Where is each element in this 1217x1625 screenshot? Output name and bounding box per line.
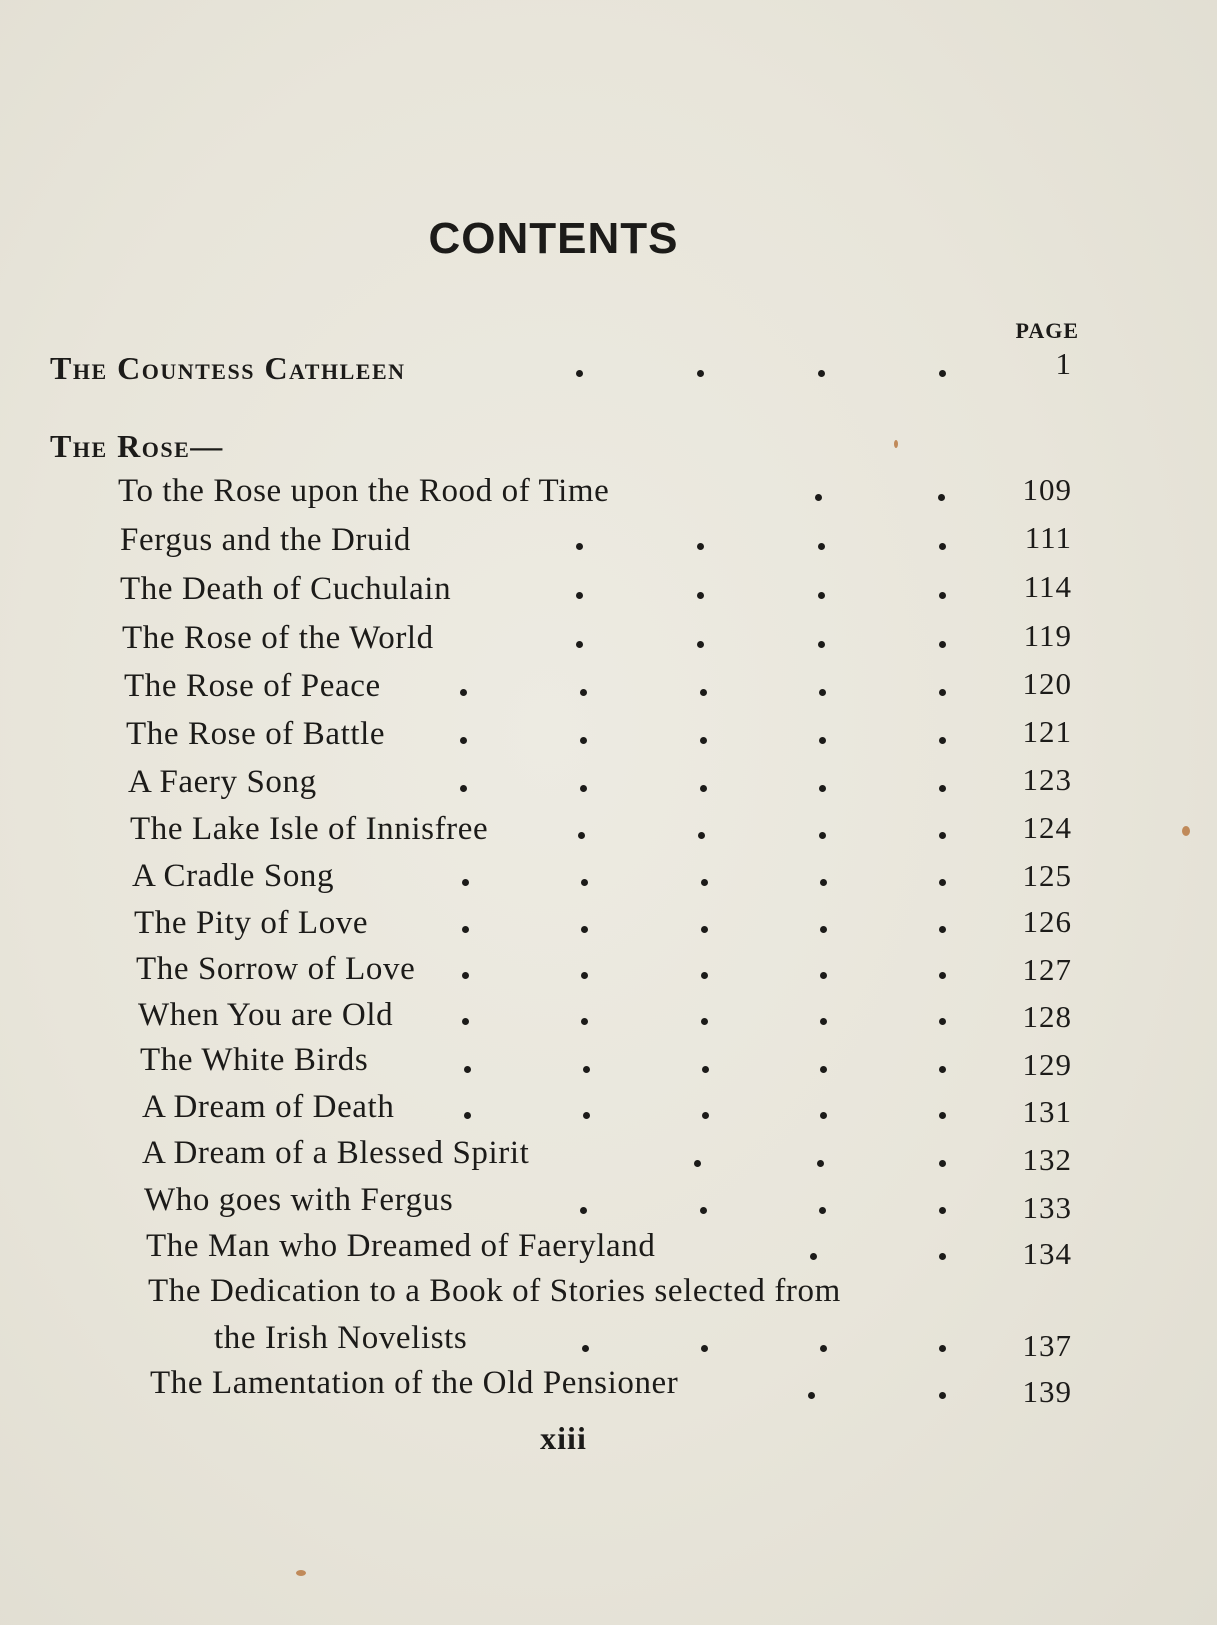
toc-page-number: 120 (1022, 666, 1072, 701)
toc-entry-title: The Man who Dreamed of Faeryland (146, 1228, 656, 1264)
toc-page-number: 129 (1022, 1047, 1072, 1082)
leader-dots (462, 972, 946, 979)
toc-entry-title: The Pity of Love (134, 905, 369, 941)
toc-entry-title: A Faery Song (128, 764, 317, 800)
toc-entry-title: A Cradle Song (132, 858, 335, 894)
page-folio: xiii (540, 1420, 587, 1456)
toc-page-number: 131 (1022, 1094, 1072, 1129)
toc-entry-title: A Dream of a Blessed Spirit (142, 1135, 530, 1171)
leader-dots (576, 543, 946, 550)
toc-page-number: 109 (1022, 472, 1072, 507)
leader-dots (576, 370, 946, 377)
toc-page-number: 134 (1022, 1236, 1072, 1271)
toc-page-number: 127 (1022, 952, 1072, 987)
contents-heading: CONTENTS (428, 214, 679, 263)
paper-speck-decoration (894, 440, 898, 448)
toc-page-number: 114 (1023, 569, 1072, 604)
toc-page-number: 133 (1022, 1190, 1072, 1225)
toc-page-number: 137 (1022, 1328, 1072, 1363)
leader-dots (460, 737, 946, 744)
toc-entry-continuation: the Irish Novelists (214, 1320, 468, 1356)
leader-dots (460, 785, 946, 792)
toc-page-number: 1 (1055, 346, 1072, 381)
toc-page-number: 119 (1023, 618, 1072, 653)
toc-page-number: 124 (1022, 810, 1072, 845)
leader-dots (462, 879, 946, 886)
leader-dots (815, 494, 945, 501)
leader-dots (810, 1253, 946, 1260)
paper-speck-decoration (296, 1570, 306, 1576)
leader-dots (462, 926, 946, 933)
toc-entry-title: Who goes with Fergus (144, 1182, 454, 1218)
toc-entry-title: The White Birds (140, 1042, 369, 1078)
paper-speck-decoration (1182, 826, 1190, 836)
leader-dots (808, 1392, 946, 1399)
toc-page-number: 121 (1022, 714, 1072, 749)
toc-page-number: 139 (1022, 1374, 1072, 1409)
toc-entry-title: The Death of Cuchulain (120, 571, 452, 607)
leader-dots (462, 1018, 946, 1025)
toc-entry-title: To the Rose upon the Rood of Time (118, 473, 610, 509)
leader-dots (578, 832, 946, 839)
toc-page-number: 123 (1022, 762, 1072, 797)
toc-entry-title: The Lamentation of the Old Pensioner (150, 1365, 679, 1401)
toc-entry-title: The Sorrow of Love (136, 951, 416, 987)
leader-dots (576, 641, 946, 648)
toc-page-number: 126 (1022, 904, 1072, 939)
toc-entry-title: The Lake Isle of Innisfree (130, 811, 489, 847)
toc-page-number: 128 (1022, 999, 1072, 1034)
toc-page-number: 125 (1022, 858, 1072, 893)
leader-dots (582, 1345, 946, 1352)
toc-entry-title: The Rose of Peace (124, 668, 381, 704)
toc-entry-title: The Rose of the World (122, 620, 434, 656)
leader-dots (576, 592, 946, 599)
leader-dots (580, 1207, 946, 1214)
toc-section-title: The Rose— (50, 428, 224, 464)
leader-dots (694, 1160, 946, 1167)
leader-dots (460, 689, 946, 696)
toc-entry-title: When You are Old (138, 997, 394, 1033)
leader-dots (464, 1112, 946, 1119)
page-column-label: PAGE (1015, 318, 1079, 343)
toc-entry-title: The Countess Cathleen (50, 350, 406, 386)
toc-entry-title: The Rose of Battle (126, 716, 386, 752)
toc-page-number: 111 (1024, 520, 1072, 555)
toc-page-number: 132 (1022, 1142, 1072, 1177)
toc-entry-title: The Dedication to a Book of Stories selected from (148, 1273, 841, 1309)
toc-entry-title: A Dream of Death (142, 1089, 395, 1125)
leader-dots (464, 1066, 946, 1073)
toc-entry-title: Fergus and the Druid (120, 522, 411, 558)
